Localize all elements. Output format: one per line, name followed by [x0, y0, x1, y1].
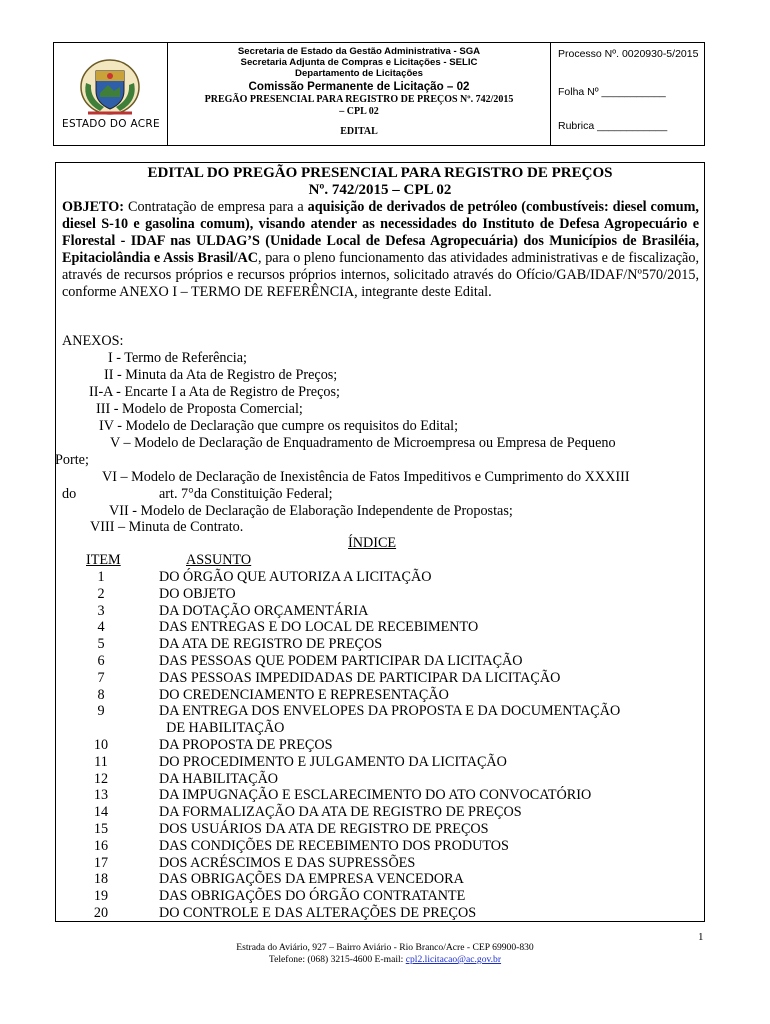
objeto-label: OBJETO: — [62, 199, 125, 215]
indice-item-number: 20 — [93, 905, 109, 921]
anexo-item: VIII – Minuta de Contrato. — [90, 519, 244, 535]
header-divider — [550, 43, 551, 145]
pregao-title: PREGÃO PRESENCIAL PARA REGISTRO DE PREÇOS Nº. 742/2015 — [204, 94, 514, 105]
anexo-item: art. 7°da Constituição Federal; — [159, 486, 333, 502]
anexo-item: III - Modelo de Proposta Comercial; — [96, 401, 303, 417]
indice-item-subject: DAS OBRIGAÇÕES DO ÓRGÃO CONTRATANTE — [159, 888, 466, 905]
anexo-item: do — [62, 486, 77, 502]
indice-item-subject: DAS OBRIGAÇÕES DA EMPRESA VENCEDORA — [159, 871, 464, 888]
indice-item-subject: DA FORMALIZAÇÃO DA ATA DE REGISTRO DE PREÇOS — [159, 804, 522, 821]
indice-item-subject: DO OBJETO — [159, 585, 236, 602]
state-coat-of-arms-icon — [78, 57, 142, 119]
indice-item-number: 5 — [97, 636, 105, 653]
objeto-paragraph — [62, 199, 699, 301]
indice-item-subject: DA DOTAÇÃO ORÇAMENTÁRIA — [159, 602, 369, 619]
anexo-item: II-A - Encarte I a Ata de Registro de Preços; — [89, 384, 340, 400]
indice-item-subject: DAS ENTREGAS E DO LOCAL DE RECEBIMENTO — [159, 619, 479, 636]
indice-item-subject: DOS USUÁRIOS DA ATA DE REGISTRO DE PREÇOS — [159, 821, 489, 837]
objeto-bold-text: aquisição de derivados de petróleo (combustíveis: diesel comum, diesel S-10 e gasolina comum), visando atender as necessidades do Instituto de Defesa Agropecuário e Florestal - IDAF nas ULDAG’S (Unidade Local de Defesa Agropecuária) dos Municípios de Brasiléia, Epitaciolândia e Assis Brasil/AC — [62, 199, 699, 266]
email-link[interactable]: cpl2.licitacao@ac.gov.br — [405, 954, 502, 965]
indice-item-subject: DA IMPUGNAÇÃO E ESCLARECIMENTO DO ATO CONVOCATÓRIO — [159, 787, 592, 804]
state-name: ESTADO DO ACRE — [62, 118, 160, 130]
indice-item-subject: DAS PESSOAS QUE PODEM PARTICIPAR DA LICITAÇÃO — [159, 653, 523, 669]
indice-col-item: ITEM — [86, 552, 121, 568]
objeto-text: , para o pleno funcionamento das atividades administrativas e de fiscalização, através de recursos próprios e recursos próprios internos, solicitado através do Ofício/GAB/IDAF/Nº570/2015, conforme ANEXO I – TERMO DE REFERÊNCIA, integrante deste Edital. — [62, 250, 699, 300]
processo-number: Processo Nº. 0020930-5/2015 — [558, 48, 699, 60]
indice-item-subject: DO CONTROLE E DAS ALTERAÇÕES DE PREÇOS — [159, 905, 477, 921]
indice-item-subject: DAS PESSOAS IMPEDIDADAS DE PARTICIPAR DA LICITAÇÃO — [159, 669, 561, 686]
indice-item-subject: DO ÓRGÃO QUE AUTORIZA A LICITAÇÃO — [159, 569, 432, 585]
indice-col-assunto: ASSUNTO — [186, 552, 252, 568]
header-line: Departamento de Licitações — [295, 68, 423, 79]
indice-item-subject: DO CREDENCIAMENTO E REPRESENTAÇÃO — [159, 686, 449, 703]
commission-name: Comissão Permanente de Licitação – 02 — [248, 80, 470, 93]
indice-item-number: 1 — [97, 569, 105, 585]
indice-item-subject: DA PROPOSTA DE PREÇOS — [159, 737, 333, 753]
document-body — [55, 162, 705, 922]
indice-item-number: 10 — [93, 737, 109, 753]
indice-item-number: 8 — [97, 686, 105, 703]
footer-contact — [0, 954, 770, 966]
indice-item-subject: DE HABILITAÇÃO — [159, 720, 285, 737]
anexo-item: II - Minuta da Ata de Registro de Preços; — [104, 367, 338, 383]
header-line: Secretaria Adjunta de Compras e Licitações - SELIC — [240, 57, 478, 68]
header-center — [168, 46, 550, 137]
indice-item-number: 9 — [97, 703, 105, 720]
anexo-item: I - Termo de Referência; — [108, 350, 247, 366]
indice-title: ÍNDICE — [348, 535, 397, 551]
anexo-item: IV - Modelo de Declaração que cumpre os requisitos do Edital; — [99, 418, 459, 434]
cpl-label: – CPL 02 — [339, 106, 379, 117]
page-number: 1 — [698, 931, 704, 943]
indice-item-subject: DOS ACRÉSCIMOS E DAS SUPRESSÕES — [159, 854, 416, 871]
footer-address: Estrada do Aviário, 927 – Bairro Aviário - Rio Branco/Acre - CEP 69900-830 — [236, 942, 534, 953]
indice-item-subject: DAS CONDIÇÕES DE RECEBIMENTO DOS PRODUTOS — [159, 837, 509, 854]
indice-item-number: 3 — [97, 602, 105, 619]
indice-item-subject: DA ENTREGA DOS ENVELOPES DA PROPOSTA E DA DOCUMENTAÇÃO — [159, 703, 621, 720]
indice-item-number: 13 — [93, 787, 109, 804]
indice-item-number: 12 — [93, 770, 109, 787]
document-title: EDITAL DO PREGÃO PRESENCIAL PARA REGISTRO DE PREÇOS — [147, 165, 613, 181]
indice-item-number: 11 — [94, 753, 108, 770]
document-subtitle: Nº. 742/2015 – CPL 02 — [308, 182, 452, 198]
indice-item-number: 19 — [93, 888, 109, 905]
anexo-item: Porte; — [55, 452, 89, 468]
anexos-label: ANEXOS: — [62, 333, 124, 349]
header-table — [53, 42, 705, 146]
indice-item-number: 2 — [97, 585, 105, 602]
header-line: Secretaria de Estado da Gestão Administrativa - SGA — [237, 46, 481, 57]
indice-item-number: 15 — [93, 821, 109, 837]
edital-label: EDITAL — [340, 126, 378, 137]
anexo-item: VI – Modelo de Declaração de Inexistência de Fatos Impeditivos e Cumprimento do XXXIII — [102, 469, 630, 485]
indice-item-number: 18 — [93, 871, 109, 888]
indice-item-number: 6 — [97, 653, 105, 669]
indice-item-number: 7 — [97, 669, 105, 686]
indice-item-subject: DA ATA DE REGISTRO DE PREÇOS — [159, 636, 383, 653]
anexo-item: VII - Modelo de Declaração de Elaboração Independente de Propostas; — [109, 503, 513, 519]
indice-item-subject: DA HABILITAÇÃO — [159, 770, 279, 787]
indice-item-number: 4 — [97, 619, 105, 636]
rubrica-field: Rubrica ____________ — [558, 120, 668, 132]
footer-phone: Telefone: (068) 3215-4600 E-mail: — [268, 954, 406, 965]
indice-item-number: 14 — [93, 804, 109, 821]
anexo-item: V – Modelo de Declaração de Enquadramento de Microempresa ou Empresa de Pequeno — [110, 435, 616, 451]
indice-item-subject: DO PROCEDIMENTO E JULGAMENTO DA LICITAÇÃO — [159, 753, 507, 770]
objeto-text: Contratação de empresa para a — [124, 199, 308, 215]
folha-field: Folha Nº ___________ — [558, 86, 666, 98]
indice-item-number: 17 — [93, 854, 109, 871]
indice-item-number: 16 — [93, 837, 109, 854]
